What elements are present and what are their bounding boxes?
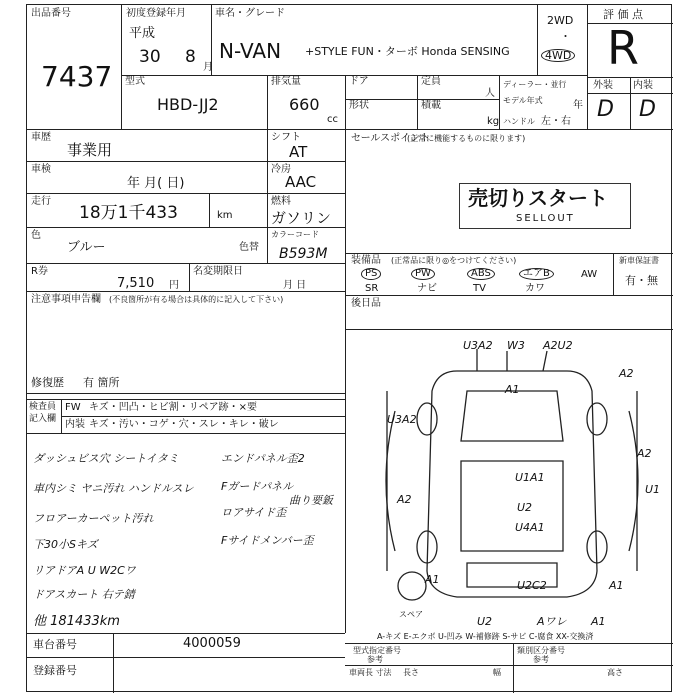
ac-label: 冷房 — [271, 164, 291, 175]
reg-date-label: 名変期限日 — [193, 266, 243, 277]
side-outlines — [387, 391, 637, 571]
eval-score: R — [607, 21, 639, 75]
car-name-label: 車名・グレード — [215, 8, 285, 19]
disp-label: 排気量 — [271, 76, 301, 87]
interior-grade: D — [639, 97, 656, 122]
model-label: 型式 — [125, 76, 145, 87]
recycle-label: R券 — [31, 266, 48, 277]
model: HBD-JJ2 — [157, 95, 219, 114]
inspector-row1: キズ・凹凸・ヒビ割・リペア跡・×要 — [89, 402, 257, 413]
note-5: 曲り要鈑 — [289, 494, 333, 507]
shape-label: 形状 — [349, 100, 369, 111]
door-label: ドア — [349, 76, 369, 87]
mark-left-front: U3A2 — [387, 413, 417, 426]
repair-value: 有 箇所 — [83, 376, 120, 389]
model-ref-sub: 参考 — [367, 655, 383, 664]
drive-4wd: 4WD — [541, 49, 575, 62]
exterior-grade: D — [597, 97, 614, 122]
warranty-label: 新車保証書 — [619, 256, 659, 265]
class-ref-label: 類別区分番号 — [517, 646, 565, 655]
dealer-label: ディーラー・並行 — [503, 80, 567, 89]
stamp-main: 売切りスタート — [468, 186, 608, 210]
inspector-row2-label: 内装 — [65, 419, 85, 430]
note-3: 車内シミ ヤニ汚れ ハンドルスレ — [33, 482, 194, 495]
fuel-value: ガソリン — [271, 209, 332, 227]
reg-date-value: 月 日 — [283, 280, 307, 291]
equipment-hint: (正常品に限り◎をつけてください) — [391, 256, 517, 265]
inspector-row2: キズ・汚い・コゲ・穴・スレ・キレ・破レ — [89, 419, 279, 430]
equip-leather: カワ — [525, 283, 545, 294]
spare-tire — [398, 572, 426, 600]
width-label: 幅 — [493, 668, 501, 677]
sales-hint: (正常に機能するものに限ります) — [407, 134, 526, 143]
eval-label: 評 価 点 — [603, 8, 643, 21]
note-8: 下30小Sキズ — [33, 538, 98, 551]
color-code-label: カラーコード — [271, 230, 319, 239]
warranty-value: 有・無 — [625, 274, 658, 287]
mark-front-3: A2U2 — [543, 339, 573, 352]
handle-label: ハンドル — [503, 117, 535, 126]
damage-legend: A-キズ E-エクボ U-凹み W-補修跡 S-サビ C-腐食 XX-交換済 — [377, 632, 594, 641]
color-value: ブルー — [67, 240, 106, 255]
note-12: 他 181433km — [33, 614, 120, 629]
lot-number: 7437 — [41, 60, 113, 93]
equip-navi: ナビ — [417, 283, 437, 294]
inspect-label: 車検 — [31, 164, 51, 175]
note-4: Fガードパネル — [221, 480, 294, 493]
sellout-stamp — [459, 183, 631, 229]
drive-2wd: 2WD — [547, 14, 574, 27]
wheel-front-left — [417, 403, 437, 435]
model-year-label: モデル年式 — [503, 96, 543, 105]
grade: +STYLE FUN・ターボ Honda SENSING — [305, 45, 510, 58]
load-label: 積載 — [421, 100, 441, 111]
mark-roof-1: U1A1 — [515, 471, 545, 484]
mileage-unit: km — [217, 210, 233, 221]
equip-airbag: エアB — [519, 268, 554, 280]
note-11: ドアスカート 右テ錆 — [33, 588, 135, 601]
chassis-label: 車台番号 — [33, 638, 77, 651]
auction-sheet: 出品番号 7437 初度登録年月 平成 30 8 月 車名・グレード N-VAN +STYLE FUN・ターボ Honda SENSING 2WD ・ 4WD 評 価 点 R 外装 内装 D D 型式 HBD-JJ2 排気量 660 cc ドア 形状 定員 人 積載 kg ディーラー・並行 モデル年式 年 ハンドル 左・右 車歴 事業用 シフト AT 車検 年 月( 日) 冷房 AAC 走行 18万1千433 km 燃料 ガソリン 色 ブルー 色替 カラーコード B593M R券 7,510 円 名変期限日 月 日 注意事項申告欄 (不良箇所が有る場合は具体的に記入して下さい) 修復歴 有 箇所 セールスポイント (正常に機能するものに限ります) 売切りスタート SELLOUT 装備品 (正常品に限り◎をつけてください) 新車保証書 有・無 PS PW ABS エアB AW SR ナビ TV カワ 後日品 検査員記入欄 FW キズ・凹凸・ヒビ割・リペア跡・×要 内装 キズ・汚い・コゲ・穴・スレ・キレ・破レ ダッシュビス穴 シートイタミ エンドパネル歪2 車内シミ ヤニ汚れ ハンドルスレ Fガードパネル 曲り要鈑 フロアーカーペット汚れ ロアサイド歪 下30小Sキズ Fサイドメンバー歪 リアドアA U W2Cワ ドアスカート 右テ錆 他 181433km U3A2 W3 A2U2 A1 A2 U3A2 A2 U1A1 U2 U4A1 A2 U1 A1 U2C2 A1 U2 Aワレ A1 スペア A-キズ E-エクボ U-凹み W-補修跡 S-サビ C-腐食 XX-交換済 車台番号 4000059 登録番号 型式指定番号 参考 類別区分番号 参考 車両長 寸法 長さ 幅 高さ — [26, 4, 672, 692]
mileage-label: 走行 — [31, 196, 51, 207]
equip-pw: PW — [411, 268, 435, 280]
mark-rear-right: A1 — [609, 579, 624, 592]
mark-bumper-3: A1 — [591, 615, 606, 628]
mileage-value: 18万1千433 — [79, 203, 178, 223]
notes-hint: (不良箇所が有る場合は具体的に記入して下さい) — [109, 295, 284, 304]
mark-left-door: A2 — [397, 493, 412, 506]
exterior-label: 外装 — [593, 80, 613, 91]
first-reg-label: 初度登録年月 — [126, 8, 186, 19]
type-value: 事業用 — [67, 141, 113, 159]
note-6: フロアーカーペット汚れ — [33, 512, 154, 525]
fuel-label: 燃料 — [271, 196, 291, 207]
loading-label: 後日品 — [351, 298, 381, 309]
note-9: Fサイドメンバー歪 — [221, 534, 314, 547]
mark-roof-3: U4A1 — [515, 521, 545, 534]
color-code: B593M — [279, 246, 328, 262]
mark-right-rear: U1 — [645, 483, 661, 496]
repair-label: 修復歴 — [31, 376, 64, 389]
equip-aw: AW — [581, 269, 598, 280]
mark-front-2: W3 — [507, 339, 525, 352]
length-label: 長さ — [403, 668, 419, 677]
handle-value: 左・右 — [541, 116, 571, 127]
mark-bumper-1: U2 — [477, 615, 493, 628]
car-damage-diagram — [367, 331, 667, 631]
equip-abs: ABS — [467, 268, 495, 280]
type-label: 車歴 — [31, 132, 51, 143]
color-label: 色 — [31, 230, 41, 241]
inspect-value: 年 月( 日) — [127, 176, 185, 191]
cabin-roof — [461, 461, 563, 551]
spare-label: スペア — [399, 610, 423, 619]
month-unit: 月 — [203, 62, 213, 73]
windshield — [461, 391, 563, 441]
notes-label: 注意事項申告欄 — [31, 294, 101, 305]
disp-unit: cc — [327, 114, 338, 125]
equipment-label: 装備品 — [351, 255, 381, 266]
size-label: 車両長 寸法 — [349, 668, 392, 677]
lot-label: 出品番号 — [31, 8, 71, 19]
height-label: 高さ — [607, 668, 623, 677]
cap-label: 定員 — [421, 76, 441, 87]
mark-hood: A1 — [505, 383, 520, 396]
cap-unit: 人 — [485, 88, 495, 99]
mark-roof-2: U2 — [517, 501, 533, 514]
reg-year: 30 — [139, 47, 161, 67]
era: 平成 — [129, 26, 156, 41]
note-10: リアドアA U W2Cワ — [33, 564, 136, 577]
reg-month: 8 — [185, 47, 196, 67]
mark-right-door: A2 — [637, 447, 652, 460]
car-name: N-VAN — [219, 39, 282, 63]
equip-ps: PS — [361, 268, 381, 280]
model-ref-label: 型式指定番号 — [353, 646, 401, 655]
mark-bumper-2: Aワレ — [537, 615, 567, 628]
color-change-label: 色替 — [239, 242, 259, 253]
recycle-unit: 円 — [169, 280, 179, 291]
note-7: ロアサイド歪 — [221, 506, 287, 519]
note-2: エンドパネル歪2 — [221, 452, 305, 465]
interior-label: 内装 — [633, 80, 653, 91]
load-unit: kg — [487, 116, 500, 127]
equip-sr: SR — [365, 283, 379, 294]
inspector-label: 検査員記入欄 — [29, 402, 57, 424]
disp: 660 — [289, 95, 320, 114]
shift-value: AT — [289, 143, 308, 161]
equip-tv: TV — [473, 283, 486, 294]
wheel-front-right — [587, 403, 607, 435]
ac-value: AAC — [285, 173, 317, 191]
model-year-unit: 年 — [573, 100, 583, 111]
chassis-value: 4000059 — [183, 636, 241, 651]
door-panels — [386, 411, 638, 551]
sales-label: セールスポイント — [351, 133, 431, 144]
leader-lines — [477, 349, 547, 371]
reg-label: 登録番号 — [33, 664, 77, 677]
mark-right-front: A2 — [619, 367, 634, 380]
stamp-sub: SELLOUT — [516, 213, 575, 224]
mark-rear-gate: U2C2 — [517, 579, 547, 592]
shift-label: シフト — [271, 132, 301, 143]
class-ref-sub: 参考 — [533, 655, 549, 664]
recycle-value: 7,510 — [117, 276, 155, 291]
note-1: ダッシュビス穴 シートイタミ — [33, 452, 179, 465]
inspector-row1-label: FW — [65, 402, 81, 413]
mark-front-1: U3A2 — [463, 339, 493, 352]
mark-rear-left: A1 — [425, 573, 440, 586]
